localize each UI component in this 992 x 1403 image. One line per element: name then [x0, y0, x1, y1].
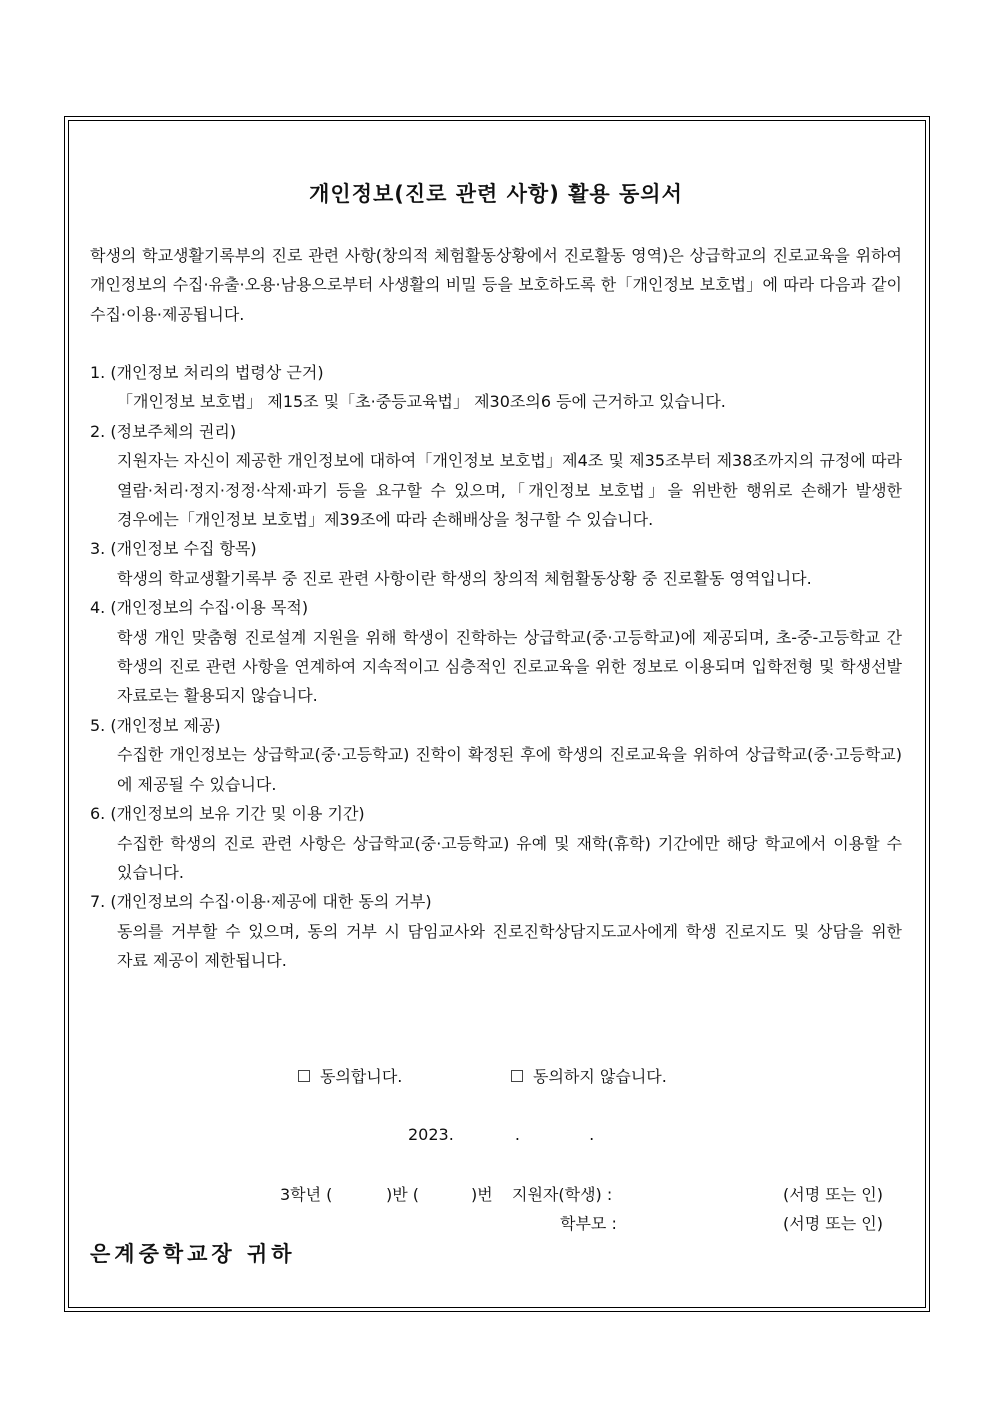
item-heading: 3. (개인정보 수집 항목): [90, 539, 257, 559]
agree-checkbox[interactable]: [298, 1070, 310, 1082]
date-line: [408, 1125, 594, 1144]
addressee: 은계중학교장 귀하: [90, 1242, 296, 1266]
disagree-option[interactable]: [511, 1064, 667, 1087]
item-body: 동의를 거부할 수 있으며, 동의 거부 시 담임교사와 진로진학상담지도교사에게 학생 진로지도 및 상담을 위한 자료 제공이 제한됩니다.: [117, 921, 902, 971]
item-body: 학생의 학교생활기록부 중 진로 관련 사항이란 학생의 창의적 체험활동상황 중 진로활동 영역입니다.: [117, 568, 812, 588]
item-heading: 7. (개인정보의 수집·이용·제공에 대한 동의 거부): [90, 892, 432, 912]
item-heading: 6. (개인정보의 보유 기간 및 이용 기간): [90, 804, 365, 824]
item-body: 수집한 학생의 진로 관련 사항은 상급학교(중·고등학교) 유예 및 재학(휴학) 기간에만 해당 학교에서 이용할 수 있습니다.: [117, 833, 902, 882]
applicant-sign-note[interactable]: (서명 또는 인): [783, 1185, 883, 1204]
item-heading: 5. (개인정보 제공): [90, 715, 221, 735]
item-body: 수집한 개인정보는 상급학교(중·고등학교) 진학이 확정된 후에 학생의 진로교육을 위하여 상급학교(중·고등학교)에 제공될 수 있습니다.: [117, 745, 902, 794]
consent-items: [90, 358, 902, 976]
item-heading: 2. (정보주체의 권리): [90, 421, 237, 441]
item-body: 지원자는 자신이 제공한 개인정보에 대하여「개인정보 보호법」제4조 및 제35조부터 제38조까지의 규정에 따라 열람·처리·정지·정정·삭제·파기 등을 요구할 수 있으며,「개인정보 보호법」을 위반한 행위로 손해가 발생한 경우에는「개인정보 보호법」제39조에 따라 손해배상을 청구할 수 있습니다.: [117, 451, 902, 530]
item-heading: 4. (개인정보의 수집·이용 목적): [90, 598, 309, 618]
disagree-checkbox[interactable]: [511, 1070, 523, 1082]
item-heading: 1. (개인정보 처리의 법령상 근거): [90, 363, 324, 382]
item-body: 「개인정보 보호법」 제15조 및「초·중등교육법」 제30조의6 등에 근거하고 있습니다.: [117, 392, 726, 412]
intro-paragraph: 학생의 학교생활기록부의 진로 관련 사항(창의적 체험활동상황에서 진로활동 영역)은 상급학교의 진로교육을 위하여 개인정보의 수집·유출·오용·남용으로부터 사생활의 비밀 등을 보호하도록 한「개인정보 보호법」에 따라 다음과 같이 수집·이용·제공됩니다.: [90, 246, 902, 324]
number-field[interactable]: )번: [471, 1185, 493, 1204]
agree-option[interactable]: [298, 1064, 402, 1087]
class-field[interactable]: )반 (: [386, 1185, 420, 1204]
item-body: 학생 개인 맞춤형 진로설계 지원을 위해 학생이 진학하는 상급학교(중·고등학교)에 제공되며, 초-중-고등학교 간 학생의 진로 관련 사항을 연계하여 지속적이고 심층적인 진로교육을 위한 정보로 이용되며 입학전형 및 학생선발 자료로는 활용되지 않습니다.: [117, 627, 902, 706]
date-day-separator: .: [589, 1125, 595, 1144]
document-title: 개인정보(진로 관련 사항) 활용 동의서: [309, 182, 683, 206]
date-year: 2023.: [408, 1125, 454, 1144]
date-month-separator: .: [514, 1125, 520, 1144]
parent-label: 학부모 :: [560, 1214, 617, 1233]
applicant-label: 지원자(학생) :: [512, 1185, 613, 1204]
grade-field[interactable]: 3학년 (: [280, 1185, 333, 1204]
disagree-label: 동의하지 않습니다.: [533, 1067, 667, 1086]
agree-label: 동의합니다.: [320, 1067, 403, 1086]
parent-sign-note[interactable]: (서명 또는 인): [783, 1214, 883, 1233]
